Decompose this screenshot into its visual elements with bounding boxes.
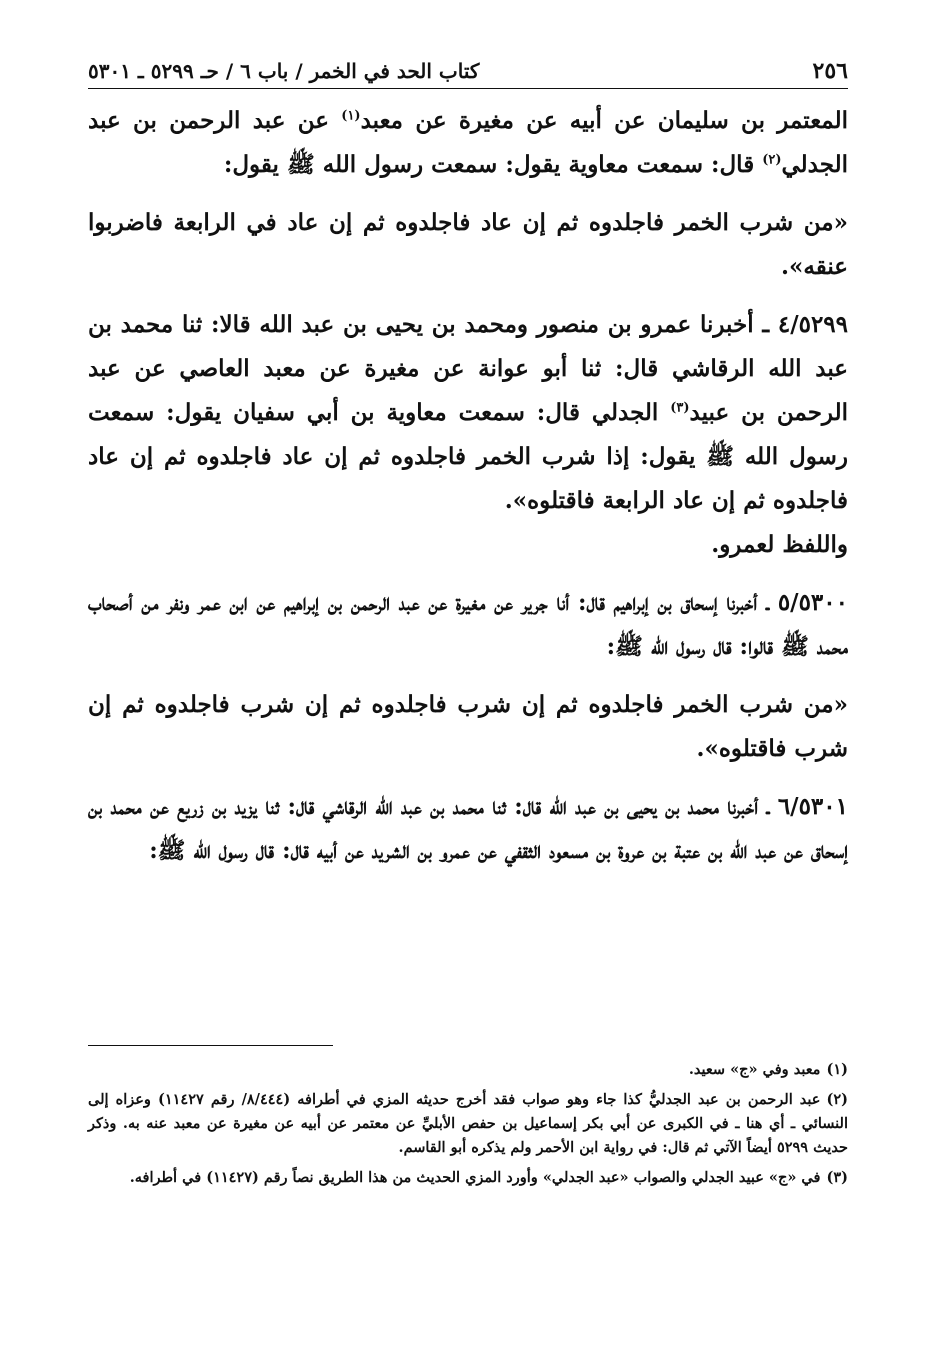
footnote-divider (88, 1045, 333, 1046)
paragraph-hadith-5300: ٥/٥٣٠٠ ـ أخبرنا إسحاق بن إبراهيم قال: أنا جرير عن مغيرة عن عبد الرحمن بن إبراهيم عن ابن عمر ونفر من أصحاب محمد ﷺ قالوا: قال رسول الله ﷺ: (88, 589, 848, 660)
paragraph-hadith-5301: ٦/٥٣٠١ ـ أخبرنا محمد بن يحيى بن عبد الله قال: ثنا محمد بن عبد الله الرقاشي قال: ثنا يزيد بن زريع عن محمد بن إسحاق عن عبد الله بن عتبة بن عروة بن مسعود الثقفي عن عمرو بن الشريد عن أبيه قال: قال رسول الله ﷺ: (88, 793, 848, 864)
paragraph-matn-1: «من شرب الخمر فاجلدوه ثم إن عاد فاجلدوه ثم إن عاد في الرابعة فاضربوا عنقه». (88, 209, 848, 280)
footnote-2: (٢)عبد الرحمن بن عبد الجدليُّ كذا جاء وهو صواب فقد أخرج حديثه المزي في أطرافه (٨/٤٤٤/ رقم ١١٤٢٧) وعزاه إلى النسائي ـ أي هنا ـ في الكبرى عن أبي بكر إسماعيل بن حفص الأبليِّ عن معتمر عن أبيه عن مغيرة عن معبد عنه به. وذكر حديث ٥٢٩٩ أيضاً الآتي ثم قال: في رواية ابن الأحمر ولم يذكره أبو القاسم. (88, 1091, 848, 1156)
footnote-1: (١)معبد وفي «ج» سعيد. (688, 1061, 848, 1078)
paragraph-hadith-5299: ٤/٥٢٩٩ ـ أخبرنا عمرو بن منصور ومحمد بن يحيى بن عبد الله قالا: ثنا محمد بن عبد الله الرقاشي قال: ثنا أبو عوانة عن مغيرة عن معبد العاصي عن عبد الرحمن بن عبيد$^{(٣)}$ الجدلي قال: سمعت معاوية بن أبي سفيان يقول: سمعت رسول الله ﷺ يقول: إذا شرب الخمر فاجلدوه ثم إن عاد فاجلدوه ثم إن عاد فاجلدوه ثم إن عاد الرابعة فاقتلوه». (88, 311, 849, 514)
hadith-number: ٥/٥٣٠٠ ـ (766, 589, 848, 616)
footnote-ref-2[interactable]: (٢) (762, 152, 782, 168)
paragraph-isnad-continued: المعتمر بن سليمان عن أبيه عن مغيرة عن معبد$^{(١)}$ عن عبد الرحمن بن عبد الجدلي$^{(٢)}$ قال: سمعت معاوية يقول: سمعت رسول الله ﷺ يقول: (88, 107, 848, 178)
running-header (88, 58, 848, 89)
footnote-ref-1[interactable]: (١) (341, 108, 361, 124)
footnote-3: (٣)في «ج» عبيد الجدلي والصواب «عبد الجدلي» وأورد المزي الحديث من هذا الطريق نصاً رقم (١١٤٢٧) في أطرافه. (129, 1169, 848, 1186)
page-number: ٢٥٦ (812, 58, 848, 84)
hadith-number: ٦/٥٣٠١ ـ (766, 793, 848, 820)
hadith-number: ٤/٥٢٩٩ ـ (762, 311, 849, 338)
page-body (88, 58, 848, 873)
footnotes (88, 1058, 848, 1196)
paragraph-lafz: واللفظ لعمرو. (711, 531, 848, 558)
running-title: كتاب الحد في الخمر / باب ٦ / حـ ٥٢٩٩ ـ ٥٣٠١ (88, 59, 480, 83)
footnote-ref-3[interactable]: (٣) (670, 400, 690, 416)
paragraph-matn-2: «من شرب الخمر فاجلدوه ثم إن شرب فاجلدوه ثم إن شرب فاجلدوه ثم إن شرب فاقتلوه». (88, 691, 848, 762)
